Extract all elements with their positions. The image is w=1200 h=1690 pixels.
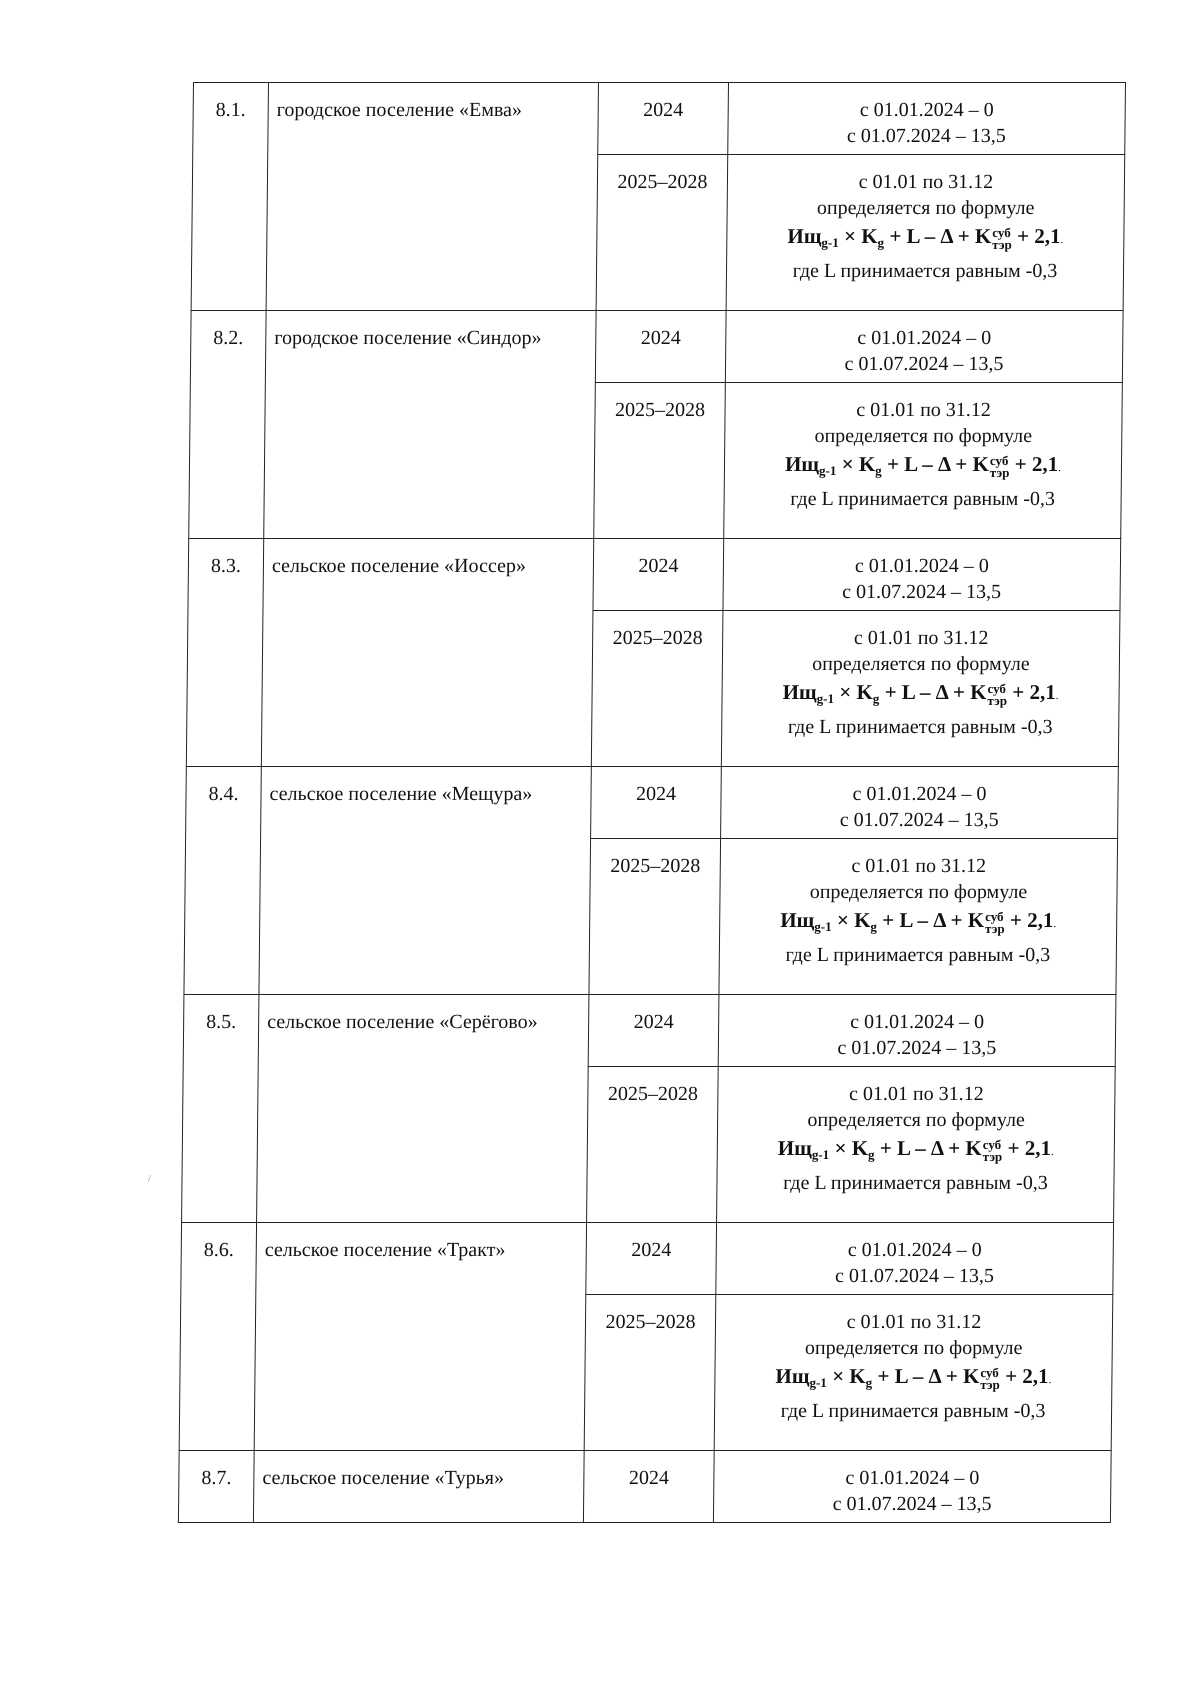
formula-sub-ter: тэр [992, 237, 1012, 252]
settlement-name: сельское поселение «Серёгово» [257, 995, 589, 1223]
period-value [719, 839, 1118, 995]
table-row [186, 767, 1119, 839]
formula-main: Ищ [777, 1136, 813, 1160]
value-note: где L принимается равным -0,3 [780, 1400, 1046, 1422]
value-line: определяется по формуле [807, 1109, 1025, 1131]
value-line: с 01.01.2024 – 0 [850, 1011, 985, 1033]
settlement-name: городское поселение «Емва» [266, 83, 598, 311]
formula [715, 1361, 1111, 1398]
settlement-name: сельское поселение «Тракт» [254, 1223, 586, 1451]
value-note: где L принимается равным -0,3 [785, 944, 1051, 966]
row-number: 8.5. [182, 995, 259, 1223]
formula-middle: + L – Δ + K [872, 1364, 980, 1388]
value-line: определяется по формуле [809, 881, 1028, 903]
value-line: с 01.01 по 31.12 [856, 399, 991, 421]
formula-end: + 2,1 [999, 1364, 1049, 1388]
period-year: 2025–2028 [594, 383, 726, 539]
period-value [721, 767, 1119, 839]
settlement-name: сельское поселение «Иоссер» [261, 539, 593, 767]
formula-sub-g1: g-1 [811, 1147, 830, 1162]
row-number: 8.1. [191, 83, 268, 311]
formula-sub-g: g [865, 1375, 873, 1390]
formula-middle: + L – Δ + K [884, 224, 992, 248]
formula-main: Ищ [780, 908, 815, 932]
formula-sub-g1: g-1 [816, 691, 835, 706]
table-row [178, 1451, 1111, 1523]
formula-supsub [987, 683, 1007, 707]
settlement-name: сельское поселение «Турья» [253, 1451, 584, 1523]
formula-tail: . [1055, 690, 1059, 702]
period-value [713, 1451, 1111, 1523]
row-number: 8.4. [184, 767, 261, 995]
value-line: с 01.01.2024 – 0 [857, 327, 992, 349]
value-line: определяется по формуле [804, 1337, 1023, 1359]
formula [718, 1133, 1114, 1170]
period-value [728, 83, 1126, 155]
formula-middle: + L – Δ + K [881, 452, 990, 476]
formula-sup-sub: суб [992, 225, 1011, 240]
formula-sub-g: g [877, 235, 885, 250]
formula-sub-g: g [872, 691, 880, 706]
formula-supsub [983, 1139, 1003, 1163]
formula-sub-g: g [870, 919, 878, 934]
formula-sup-sub: суб [987, 681, 1007, 696]
formula [727, 221, 1123, 258]
formula-times: × K [838, 224, 878, 248]
formula-sup-sub: суб [989, 453, 1009, 468]
value-line: с 01.01.2024 – 0 [859, 99, 994, 121]
formula-sub-ter: тэр [982, 1149, 1003, 1164]
value-line: с 01.01 по 31.12 [851, 855, 987, 877]
formula-supsub [992, 227, 1012, 251]
formula-end: + 2,1 [1002, 1136, 1052, 1160]
table-row [183, 995, 1116, 1067]
period-year: 2024 [583, 1451, 714, 1523]
formula-end: + 2,1 [1004, 908, 1054, 932]
period-value [721, 611, 1120, 767]
formula-sub-ter: тэр [984, 921, 1005, 936]
period-year: 2025–2028 [587, 1067, 719, 1223]
formula-sub-ter: тэр [987, 693, 1008, 708]
value-line: с 01.07.2024 – 13,5 [837, 1037, 997, 1059]
formula-supsub [980, 1367, 1000, 1391]
value-line: с 01.07.2024 – 13,5 [834, 1265, 995, 1287]
formula-times: × K [826, 1364, 866, 1388]
scan-speck: / [148, 1174, 151, 1185]
formula-sub-ter: тэр [989, 465, 1010, 480]
row-number: 8.6. [179, 1223, 256, 1451]
period-year: 2025–2028 [584, 1295, 716, 1451]
value-line: с 01.07.2024 – 13,5 [842, 581, 1002, 603]
value-note: где L принимается равным -0,3 [792, 260, 1058, 282]
formula-middle: + L – Δ + K [876, 908, 985, 932]
formula-tail: . [1053, 918, 1057, 930]
row-number: 8.3. [186, 539, 263, 767]
formula-tail: . [1060, 234, 1064, 246]
formula-main: Ищ [787, 224, 822, 248]
period-value [716, 1223, 1114, 1295]
formula-middle: + L – Δ + K [879, 680, 987, 704]
value-line: с 01.01.2024 – 0 [852, 783, 987, 805]
formula-times: × K [831, 908, 871, 932]
period-year: 2024 [591, 767, 722, 839]
formula-sub-g1: g-1 [809, 1375, 827, 1390]
formula-sub-ter: тэр [980, 1377, 1000, 1392]
settlement-name: городское поселение «Синдор» [264, 311, 596, 539]
formula-main: Ищ [784, 452, 820, 476]
value-line: с 01.01.2024 – 0 [854, 555, 989, 577]
formula-times: × K [833, 680, 874, 704]
formula-times: × K [836, 452, 876, 476]
formula-end: + 2,1 [1009, 452, 1059, 476]
value-line: с 01.01.2024 – 0 [847, 1239, 982, 1261]
period-year: 2024 [595, 311, 726, 383]
formula-sup-sub: суб [980, 1365, 999, 1380]
formula-main: Ищ [775, 1364, 810, 1388]
formula-sub-g: g [867, 1147, 875, 1162]
period-year: 2024 [598, 83, 729, 155]
formula-main: Ищ [782, 680, 817, 704]
formula-sup-sub: суб [985, 909, 1004, 924]
formula-supsub [990, 455, 1010, 479]
row-number: 8.2. [189, 311, 266, 539]
period-year: 2025–2028 [596, 155, 728, 311]
period-value [723, 539, 1121, 611]
row-number: 8.7. [178, 1451, 254, 1523]
period-value [726, 155, 1125, 311]
table-row [190, 311, 1123, 383]
period-year: 2025–2028 [591, 611, 723, 767]
formula-middle: + L – Δ + K [874, 1136, 982, 1160]
formula-end: + 2,1 [1011, 224, 1061, 248]
period-year: 2024 [593, 539, 724, 611]
value-line: с 01.01.2024 – 0 [845, 1467, 980, 1489]
table-row [181, 1223, 1114, 1295]
value-line: с 01.07.2024 – 13,5 [846, 125, 1006, 147]
settlement-name: сельское поселение «Мещура» [259, 767, 591, 995]
table-row [188, 539, 1121, 611]
formula-tail: . [1050, 1146, 1054, 1158]
value-line: с 01.01 по 31.12 [858, 171, 994, 193]
formula-tail: . [1058, 462, 1061, 474]
formula-sub-g: g [875, 463, 882, 478]
formula-sub-g1: g-1 [814, 919, 832, 934]
value-line: с 01.07.2024 – 13,5 [839, 809, 999, 831]
value-line: с 01.01 по 31.12 [848, 1083, 984, 1105]
period-value [717, 1067, 1116, 1223]
formula [720, 905, 1116, 942]
formula-sup-sub: суб [982, 1137, 1002, 1152]
value-line: с 01.01 по 31.12 [853, 627, 989, 649]
formula [725, 449, 1121, 486]
value-note: где L принимается равным -0,3 [783, 1172, 1048, 1194]
tariff-table [178, 82, 1126, 1523]
period-year: 2025–2028 [589, 839, 721, 995]
formula-sub-g1: g-1 [821, 235, 839, 250]
period-value [714, 1295, 1113, 1451]
formula-tail: . [1048, 1374, 1052, 1386]
value-line: определяется по формуле [812, 653, 1030, 675]
period-value [724, 383, 1123, 539]
value-note: где L принимается равным -0,3 [787, 716, 1053, 738]
value-line: с 01.07.2024 – 13,5 [844, 353, 1004, 375]
value-line: с 01.07.2024 – 13,5 [832, 1493, 992, 1515]
value-line: определяется по формуле [816, 197, 1035, 219]
formula-sub-g1: g-1 [818, 463, 837, 478]
value-line: с 01.01 по 31.12 [846, 1311, 982, 1333]
period-value [718, 995, 1116, 1067]
formula-supsub [985, 911, 1005, 935]
period-year: 2024 [588, 995, 719, 1067]
value-note: где L принимается равным -0,3 [790, 488, 1056, 510]
formula [722, 677, 1118, 714]
period-year: 2024 [586, 1223, 717, 1295]
value-line: определяется по формуле [814, 425, 1033, 447]
table-row [193, 83, 1126, 155]
period-value [725, 311, 1123, 383]
formula-times: × K [829, 1136, 869, 1160]
formula-end: + 2,1 [1006, 680, 1056, 704]
